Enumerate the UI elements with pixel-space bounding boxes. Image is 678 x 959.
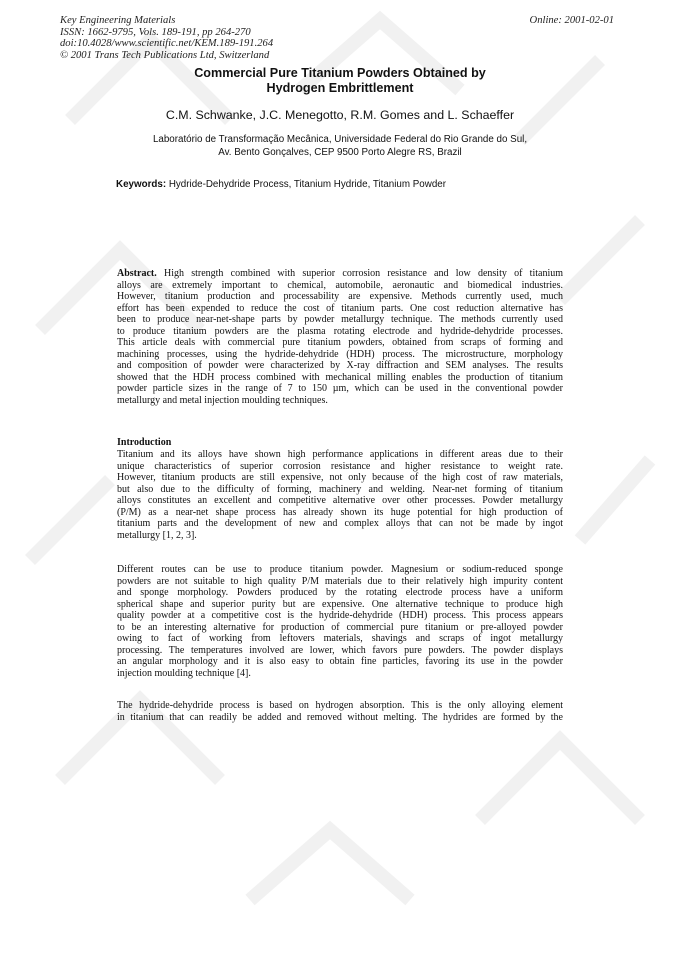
- keywords: [116, 179, 576, 190]
- introduction-paragraph-1: [117, 449, 563, 541]
- abstract-line: and composition of powder were characterized by X-ray diffraction and SEM analyses. The results: [117, 360, 563, 371]
- doi-line: doi:10.4028/www.scientific.net/KEM.189-191.264: [60, 38, 274, 50]
- abstract-line: [117, 268, 563, 280]
- paragraph-line: spherical shape and superior purity but are expensive. One alternative technique to produce high: [117, 598, 563, 610]
- affiliation: [60, 134, 620, 159]
- keywords-label: Keywords:: [116, 179, 167, 190]
- abstract-line: However, titanium production and processability are expensive. Methods currently used, much: [117, 291, 563, 302]
- paragraph-line: The hydride-dehydride process is based on hydrogen absorption. This is the only alloying element: [117, 700, 563, 711]
- title-line-2: Hydrogen Embrittlement: [266, 81, 414, 95]
- abstract-line: powder particle sizes in the range of 7 to 150 µm, which can be used in the conventional powder: [117, 383, 563, 394]
- paragraph-line: powders are not suitable to high quality P/M materials due to their relatively high impurity content: [117, 575, 563, 587]
- paragraph-line: Different routes can be use to produce titanium powder. Magnesium or sodium-reduced sponge: [117, 564, 563, 575]
- paragraph-line: titanium parts and the development of new and complex alloys that can not be made by ingot: [117, 518, 563, 529]
- paragraph-line: owing to fact of working from leftovers materials, shavings and scraps of ingot metallurgy: [117, 633, 563, 644]
- affiliation-line-1: Laboratório de Transformação Mecânica, Universidade Federal do Rio Grande do Sul,: [152, 134, 528, 145]
- abstract-line: machining processes, using the hydride-dehydride (HDH) process. The microstructure, morphology: [117, 348, 563, 360]
- copyright-line: © 2001 Trans Tech Publications Ltd, Switzerland: [60, 49, 270, 61]
- abstract-section: [117, 268, 563, 406]
- online-date: Online: 2001-02-01: [529, 15, 614, 26]
- abstract-line: effort has been expended to reduce the cost of titanium parts. One cost reduction alternative has: [117, 302, 563, 314]
- keywords-text: Hydride-Dehydride Process, Titanium Hydride, Titanium Powder: [168, 179, 446, 190]
- paragraph-line: and sponge morphology. Powders produced by the rotating electrode process have a uniform: [117, 587, 563, 598]
- abstract-label: Abstract.: [117, 268, 157, 279]
- paragraph-line: in titanium that can readily be added and removed without melting. The hydrides are formed by the: [117, 711, 563, 723]
- introduction-paragraph-3: [117, 700, 563, 723]
- abstract-line: This article deals with commercial pure titanium powders, obtained from scraps of forming and: [117, 337, 563, 348]
- abstract-line: showed that the HDH process combined with mechanical milling enables the production of titanium: [117, 371, 563, 383]
- abstract-line: been to produce near-net-shape parts by powder metallurgy technique. The methods currently used: [117, 314, 563, 325]
- paragraph-line: alloys constitutes an excellent and competitive alternative over other processes. Powder metallurgy: [117, 495, 563, 506]
- paragraph-line: but also due to the difficulty of forming, machinery and welding. Near-net forming of titanium: [117, 483, 563, 495]
- paragraph-line: metallurgy [1, 2, 3].: [117, 529, 197, 541]
- paragraph-line: injection moulding technique [4].: [117, 667, 251, 679]
- paragraph-line: to be an interesting alternative for production of commercial pure titanium or pre-alloyed powder: [117, 621, 563, 633]
- paragraph-line: (P/M) as a near-net shape process has already shown its huge potential for high production of: [117, 506, 563, 518]
- abstract-first-line: High strength combined with superior corrosion resistance and low density of titanium: [163, 268, 563, 279]
- paragraph-line: unique characteristics of superior corrosion resistance and higher resistance to weight rate.: [117, 460, 563, 472]
- affiliation-line-2: Av. Bento Gonçalves, CEP 9500 Porto Alegre RS, Brazil: [218, 146, 462, 158]
- paper-title: [120, 66, 560, 96]
- paragraph-line: an angular morphology and it is also easy to obtain fine particles, favoring its use in the powder: [117, 656, 563, 667]
- title-line-1: Commercial Pure Titanium Powders Obtained by: [194, 66, 486, 80]
- journal-name: Key Engineering Materials: [60, 15, 176, 26]
- author-list: C.M. Schwanke, J.C. Menegotto, R.M. Gomes and L. Schaeffer: [165, 108, 515, 122]
- paragraph-line: processing. The temperatures involved are lower, which favors pure powders. The powder displays: [117, 644, 563, 656]
- introduction-heading: Introduction: [117, 437, 172, 448]
- introduction-paragraph-2: [117, 564, 563, 679]
- paragraph-line: However, titanium products are still expensive, not only because of the high cost of raw materials,: [117, 472, 563, 483]
- abstract-line: to produce titanium powders are the plasma rotating electrode and hydride-dehydride processes.: [117, 325, 563, 337]
- abstract-line: alloys are extremely important to chemical, automobile, aeronautic and biomedical industries.: [117, 279, 563, 291]
- paragraph-line: Titanium and its alloys have shown high performance applications in different areas due to their: [117, 449, 563, 460]
- abstract-line: metallurgy and metal injection moulding techniques.: [117, 394, 328, 406]
- issn-line: ISSN: 1662-9795, Vols. 189-191, pp 264-270: [60, 26, 251, 38]
- paragraph-line: quality powder at a competitive cost is the hydride-dehydride (HDH) process. This process appears: [117, 610, 563, 621]
